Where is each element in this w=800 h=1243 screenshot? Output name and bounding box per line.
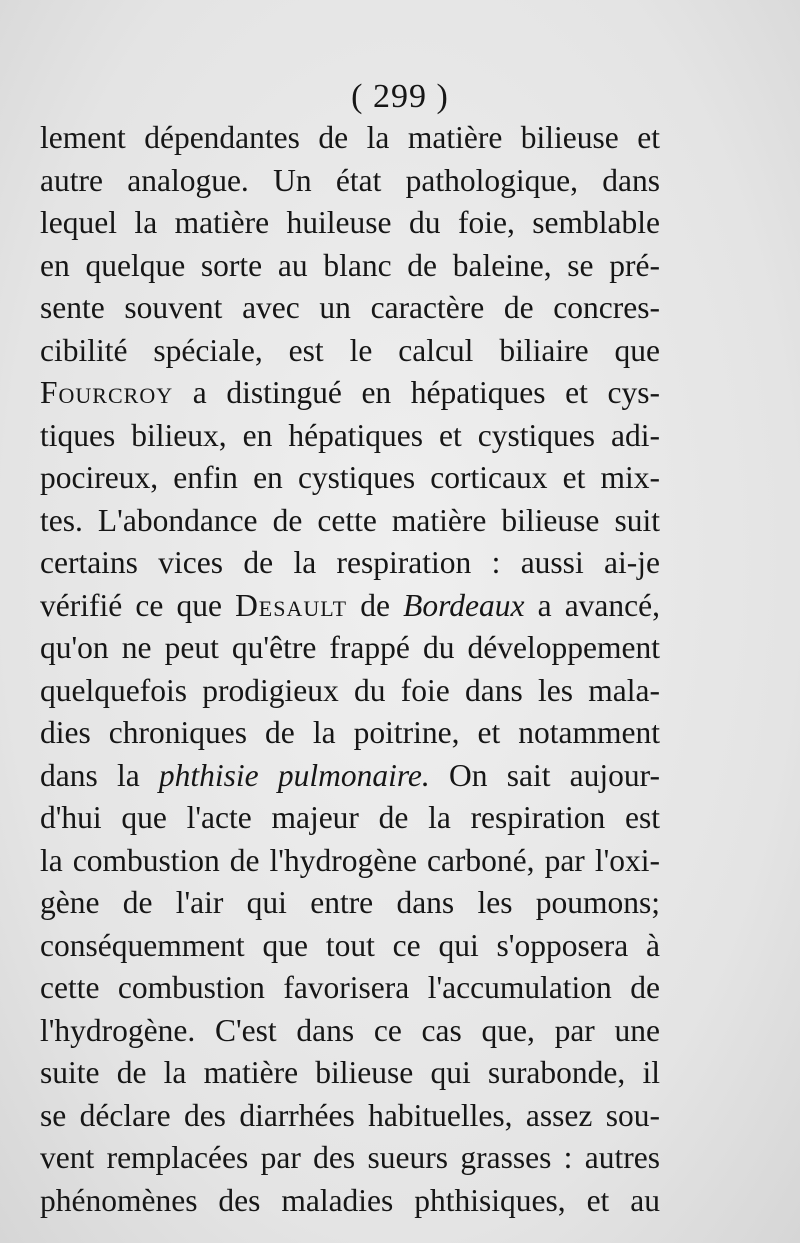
- text-line: [40, 627, 660, 670]
- text-run: dies chroniques de la poitrine, et notamment: [40, 715, 660, 750]
- text-line: [40, 415, 660, 458]
- text-line: [40, 330, 660, 373]
- text-line: [40, 1010, 660, 1053]
- text-line: [40, 1052, 660, 1095]
- body-text: [40, 117, 660, 1222]
- text-run: dans la: [40, 757, 159, 793]
- author-name: Desault: [235, 587, 348, 623]
- italic-text: phthisie pulmonaire.: [158, 757, 430, 793]
- text-line: [40, 372, 660, 415]
- text-run: en quelque sorte au blanc de baleine, se pré-: [40, 247, 660, 283]
- text-run: tes. L'abondance de cette matière bilieuse suit: [40, 502, 660, 538]
- text-line: [40, 882, 660, 925]
- text-run: lement dépendantes de la matière bilieuse et: [40, 120, 660, 155]
- text-run: cibilité spéciale, est le calcul biliaire que: [40, 332, 660, 368]
- author-name: Fourcroy: [40, 375, 174, 410]
- text-run: vent remplacées par des sueurs grasses : autres: [40, 1140, 660, 1175]
- text-run: certains vices de la respiration : aussi ai-je: [40, 545, 660, 580]
- text-run: gène de l'air qui entre dans les poumons;: [40, 885, 660, 920]
- text-run: conséquemment que tout ce qui s'opposera à: [40, 927, 660, 963]
- text-line: [40, 500, 660, 543]
- text-line: [40, 1137, 660, 1180]
- page-number: ( 299 ): [351, 78, 449, 115]
- text-line: [40, 670, 660, 713]
- text-run: se déclare des diarrhées habituelles, assez sou-: [40, 1097, 660, 1133]
- text-run: tiques bilieux, en hépatiques et cystiques adi-: [40, 417, 660, 453]
- text-run: vérifié ce que: [40, 587, 236, 623]
- text-run: sente souvent avec un caractère de concres-: [40, 290, 660, 325]
- text-run: a avancé,: [524, 587, 660, 623]
- text-run: a distingué en hépatiques et cys-: [173, 375, 660, 410]
- text-line: [40, 925, 660, 968]
- italic-text: Bordeaux: [403, 587, 525, 623]
- text-run: d'hui que l'acte majeur de la respiration est: [40, 800, 660, 835]
- text-line: [40, 202, 660, 245]
- text-line: [40, 585, 660, 628]
- text-line: [40, 287, 660, 330]
- text-line: [40, 457, 660, 500]
- text-run: On sait aujour-: [429, 757, 660, 793]
- text-line: [40, 755, 660, 798]
- text-run: suite de la matière bilieuse qui surabonde, il: [40, 1055, 660, 1090]
- text-line: [40, 245, 660, 288]
- text-line: [40, 967, 660, 1010]
- text-run: quelquefois prodigieux du foie dans les mala-: [40, 672, 660, 708]
- text-line: [40, 542, 660, 585]
- text-run: lequel la matière huileuse du foie, semblable: [40, 205, 660, 240]
- text-run: qu'on ne peut qu'être frappé du développement: [40, 630, 660, 665]
- text-run: de: [347, 587, 404, 623]
- text-run: l'hydrogène. C'est dans ce cas que, par une: [40, 1012, 660, 1048]
- text-run: phénomènes des maladies phthisiques, et au: [40, 1182, 660, 1218]
- text-line: [40, 840, 660, 883]
- text-run: autre analogue. Un état pathologique, dans: [40, 162, 660, 198]
- text-line: [40, 117, 660, 160]
- text-line: [40, 797, 660, 840]
- text-run: la combustion de l'hydrogène carboné, par l'oxi-: [40, 842, 660, 878]
- text-line: [40, 160, 660, 203]
- text-line: [40, 712, 660, 755]
- text-run: pocireux, enfin en cystiques corticaux et mix-: [40, 460, 660, 495]
- text-line: [40, 1180, 660, 1223]
- text-run: cette combustion favorisera l'accumulation de: [40, 970, 660, 1005]
- text-line: [40, 1095, 660, 1138]
